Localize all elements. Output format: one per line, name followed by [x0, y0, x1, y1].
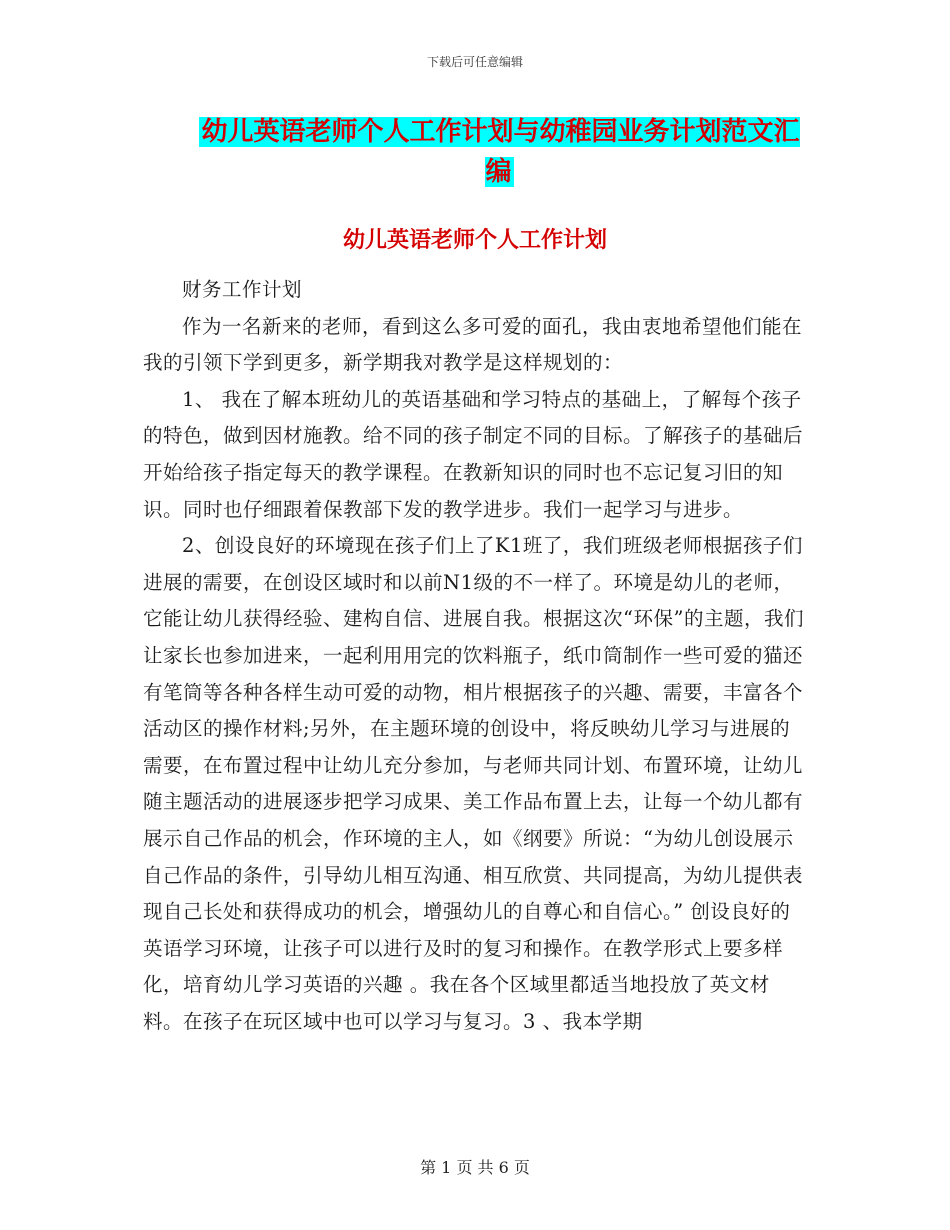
- paragraph: 作为一名新来的老师，看到这么多可爱的面孔，我由衷地希望他们能在我的引领下学到更多，新学期我对教学是这样规划的：: [143, 314, 803, 375]
- paragraph: 财务工作计划: [182, 278, 303, 301]
- paragraph: 1、 我在了解本班幼儿的英语基础和学习特点的基础上，了解每个孩子的特色，做到因材施教。给不同的孩子制定不同的目标。了解孩子的基础后开始给孩子指定每天的教学课程。在教新知识的同时也不忘记复习旧的知识。同时也仔细跟着保教部下发的教学进步。我们一起学习与进步。: [143, 387, 804, 521]
- document-title: [192, 112, 807, 192]
- paragraph: 2、创设良好的环境现在孩子们上了K1班了，我们班级老师根据孩子们进展的需要，在创设区域时和以前N1级的不一样了。环境是幼儿的老师，它能让幼儿获得经验、建构自信、进展自我。根据这次“环保”的主题，我们让家长也参加进来，一起利用用完的饮料瓶子，纸巾筒制作一些可爱的猫还有笔筒等各种各样生动可爱的动物，相片根据孩子的兴趣、需要，丰富各个活动区的操作材料;另外，在主题环境的创设中，将反映幼儿学习与进展的需要，在布置过程中让幼儿充分参加，与老师共同计划、布置环境，让幼儿随主题活动的进展逐步把学习成果、美工作品布置上去，让每一个幼儿都有展示自己作品的机会，作环境的主人，如《纲要》所说：“为幼儿创设展示自己作品的条件，引导幼儿相互沟通、相互欣赏、共同提高，为幼儿提供表现自己长处和获得成功的机会，增强幼儿的自尊心和自信心。” 创设良好的英语学习环境，让孩子可以进行及时的复习和操作。在教学形式上要多样化，培育幼儿学习英语的兴趣 。我在各个区域里都适当地投放了英文材料。在孩子在玩区域中也可以学习与复习。3 、我本学期: [143, 534, 804, 1033]
- section-title: 幼儿英语老师个人工作计划: [342, 228, 607, 253]
- document-body: [143, 272, 808, 1040]
- page-header-note: 下载后可任意编辑: [426, 55, 523, 69]
- document-title-text: 幼儿英语老师个人工作计划与幼稚园业务计划范文汇编: [201, 117, 800, 187]
- page-footer: 第 1 页 共 6 页: [420, 1158, 530, 1177]
